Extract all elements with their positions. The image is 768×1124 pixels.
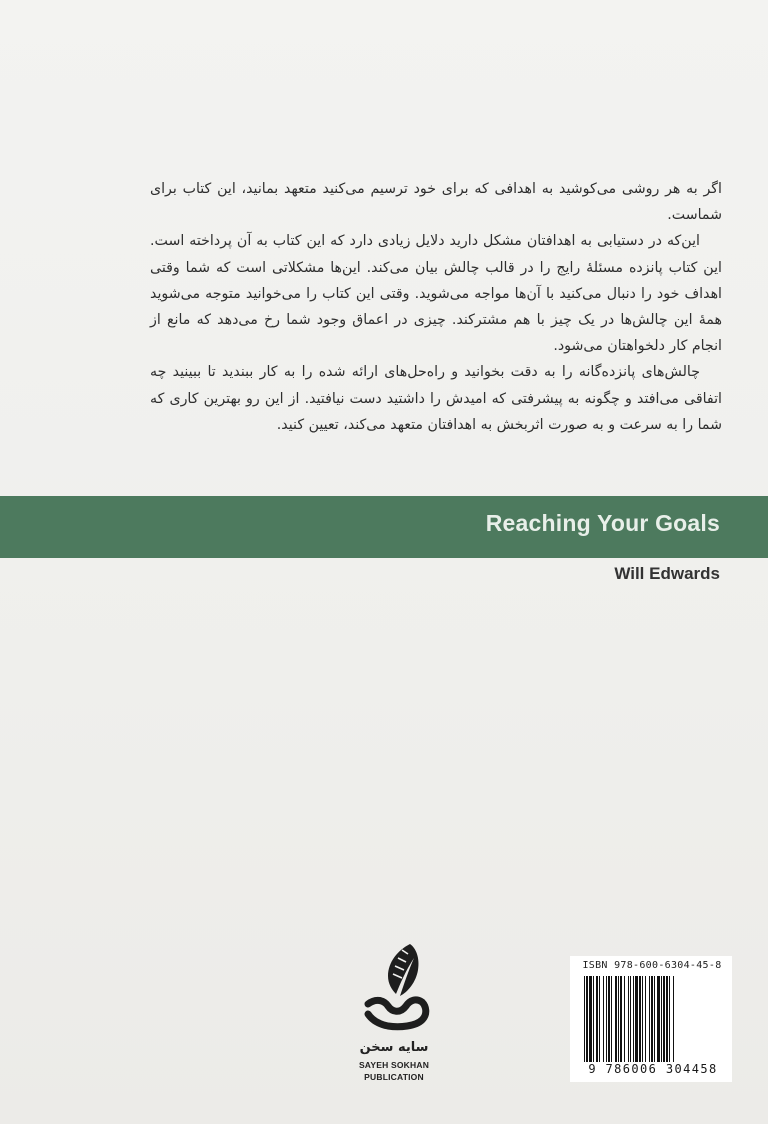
- barcode-bars: [584, 976, 720, 1062]
- publisher-name-fa: سایه سخن: [359, 1040, 429, 1055]
- title-band: [0, 496, 768, 558]
- publisher-name-en: SAYEH SOKHAN: [358, 1060, 430, 1070]
- blurb-paragraph-1: اگر به هر روشی می‌کوشید به اهدافی که برای خود ترسیم می‌کنید متعهد بمانید، این کتاب برای شماست.: [150, 181, 722, 224]
- blurb-paragraph-2: این‌که در دستیابی به اهدافتان مشکل دارید دلایل زیادی دارد که این کتاب به آن پرداخته است. این کتاب پانزده مسئلهٔ رایج را در قالب چالش بیان می‌کند. این‌ها مشکلاتی است که شما وقتی اهداف خود را دنبال می‌کنید با آن‌ها مواجه می‌شوید. وقتی این کتاب را می‌خوانید متوجه می‌شوید همهٔ این چالش‌ها در یک چیز با هم مشترکند. چیزی در اعماق وجود شما رخ می‌دهد که مانع از انجام کار دلخواهتان می‌شود.: [150, 233, 722, 355]
- book-title: Reaching Your Goals: [485, 510, 720, 536]
- quill-icon: [358, 940, 438, 1036]
- author-name: Will Edwards: [614, 564, 720, 583]
- barcode-digits: 9 786006 304458: [588, 1062, 718, 1076]
- isbn-label: ISBN 978-600-6304-45-8: [582, 960, 722, 971]
- blurb-text: [150, 176, 722, 438]
- blurb-paragraph-3: چالش‌های پانزده‌گانه را به دقت بخوانید و راه‌حل‌های ارائه شده را به کار ببندید تا ببینید چه اتفاقی می‌افتد و چگونه به پیشرفتی که امیدش را داشتید دست نیافتید. از این رو بهترین کاری که شما را به سرعت و به صورت اثربخش به اهدافتان متعهد می‌کند، تعیین کنید.: [150, 364, 722, 433]
- isbn-barcode: [570, 956, 732, 1082]
- publisher-logo: [344, 940, 454, 1090]
- publisher-subtitle-en: PUBLICATION: [364, 1072, 424, 1082]
